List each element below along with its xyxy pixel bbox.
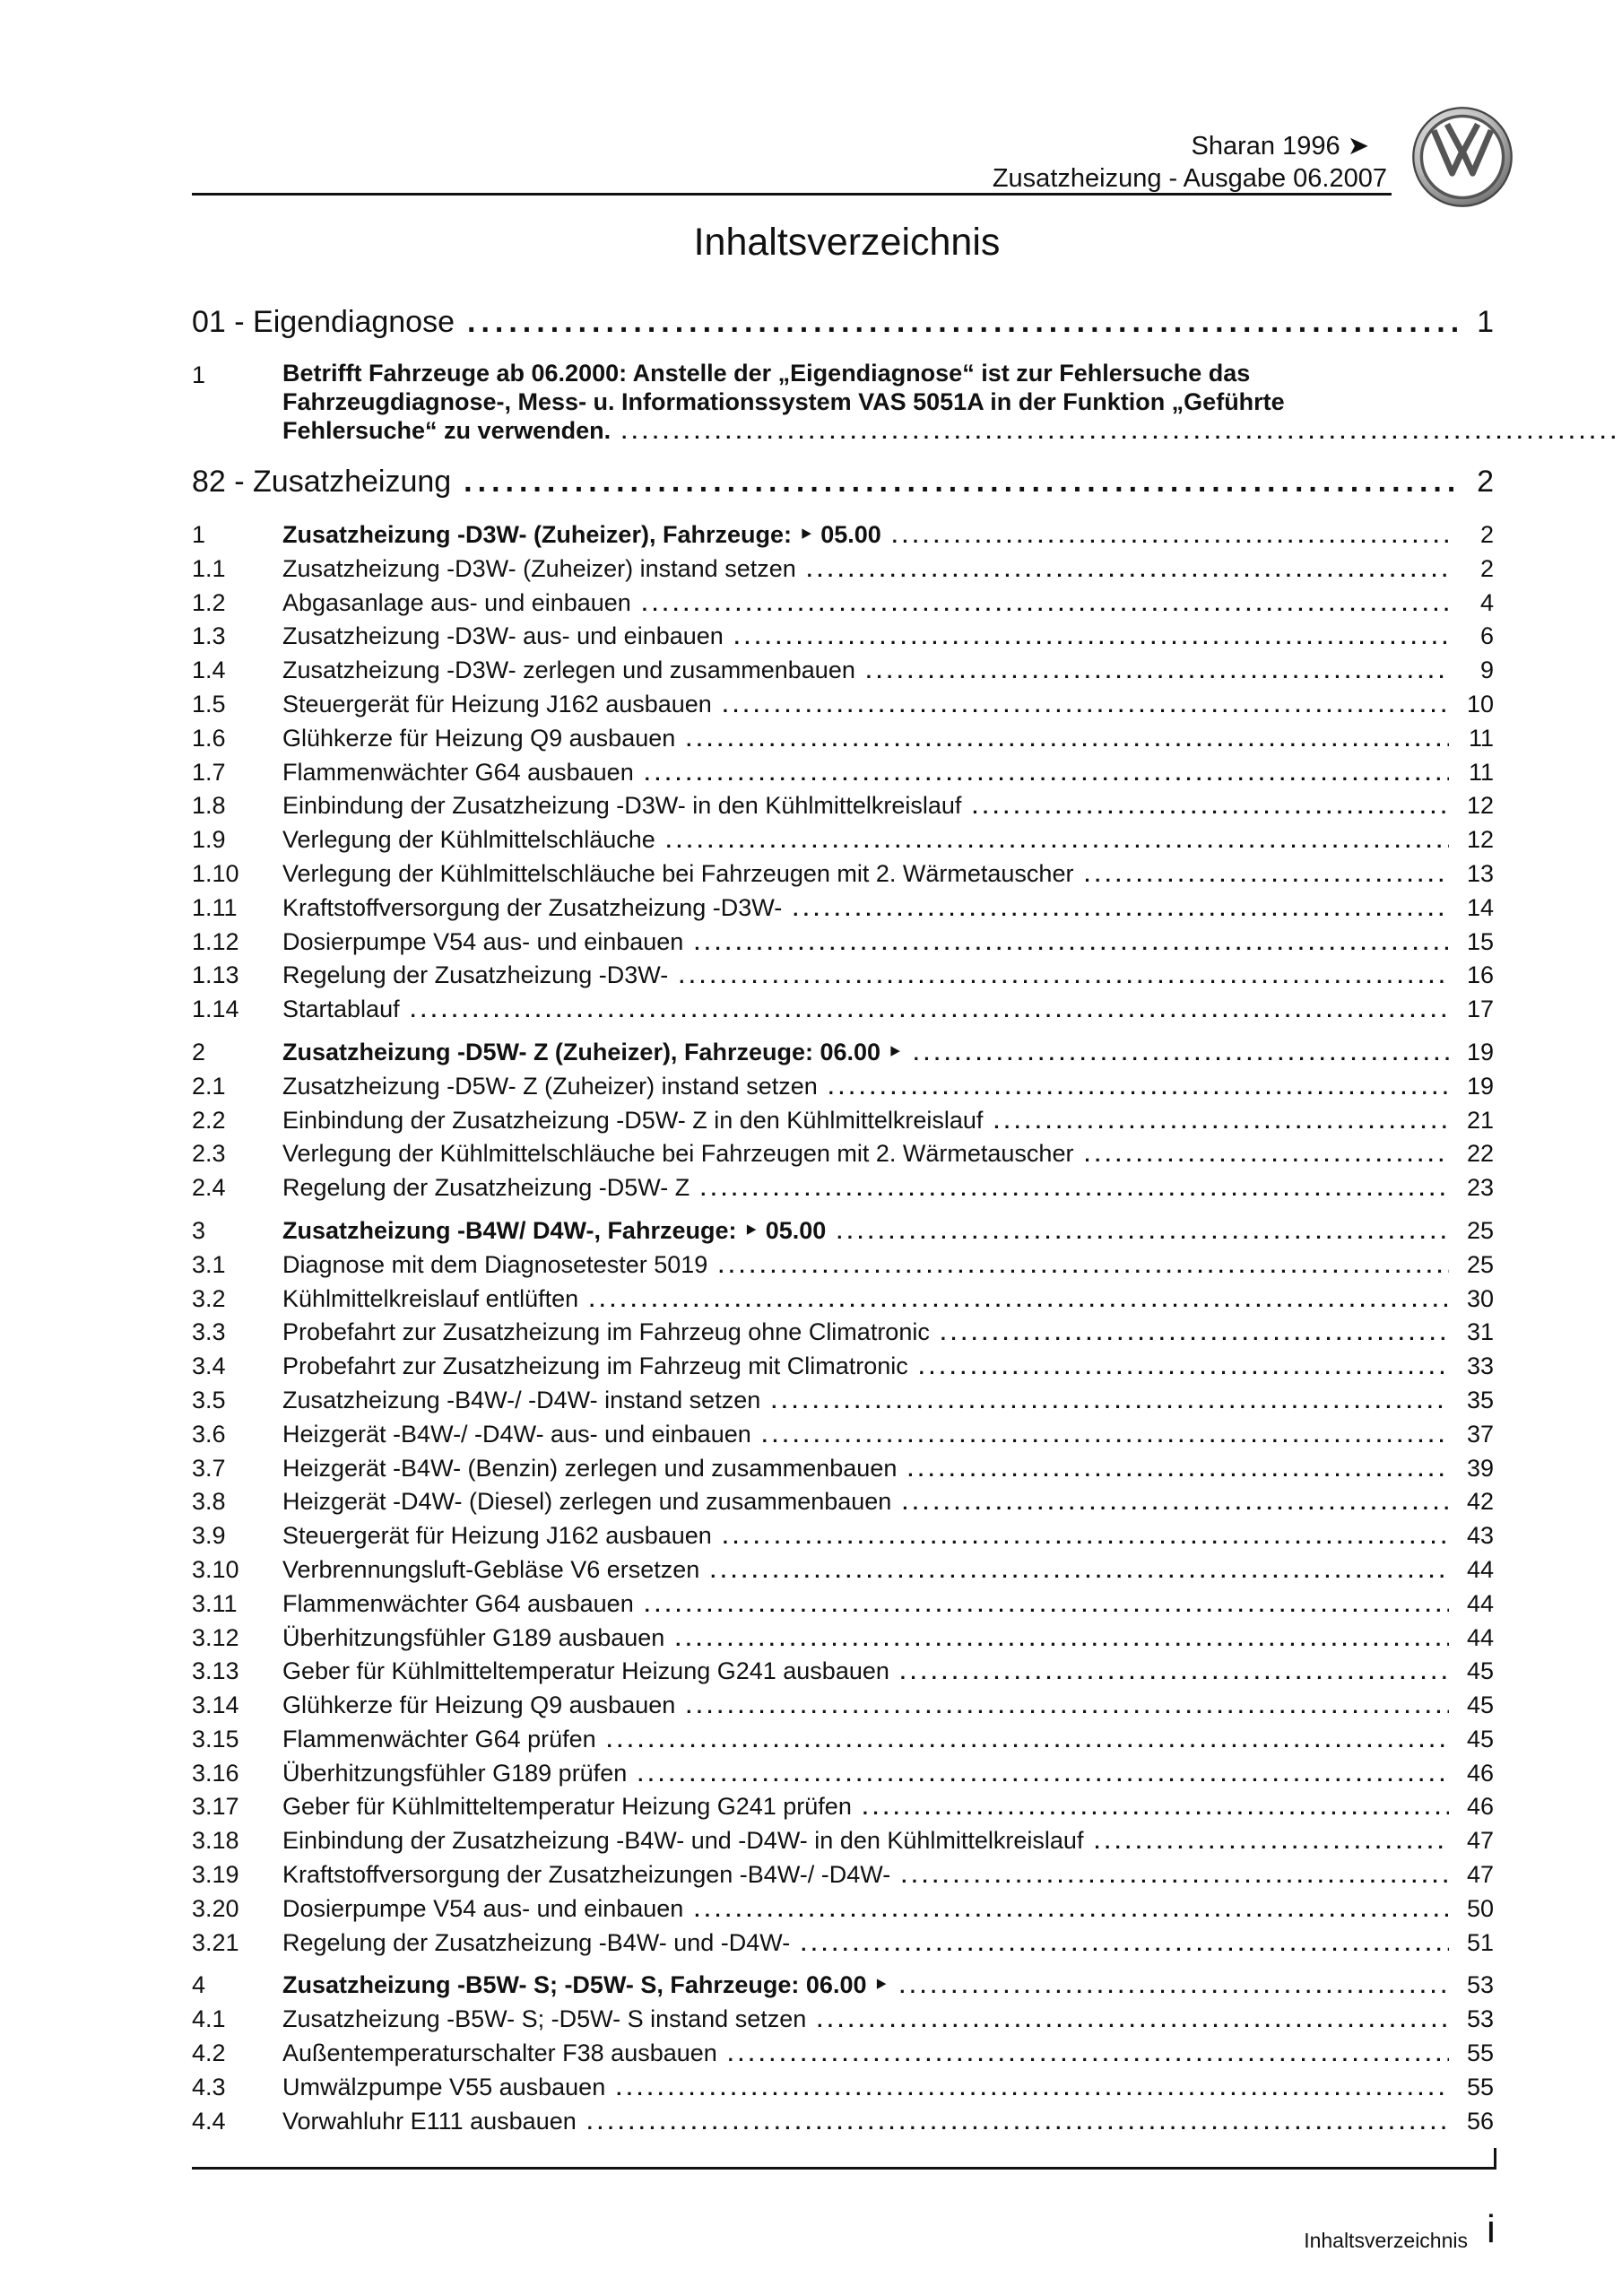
toc-entry[interactable]	[192, 789, 1494, 823]
toc-entry[interactable]	[192, 688, 1494, 722]
toc-entry[interactable]	[192, 1137, 1494, 1171]
toc-chapter-entry[interactable]	[192, 518, 1494, 552]
entry-page: 12	[1466, 826, 1494, 854]
entry-text-line: Fahrzeugdiagnose-, Mess- u. Informationssystem VAS 5051A in der Funktion „Geführte	[282, 388, 1285, 415]
entry-page: 35	[1466, 1386, 1494, 1413]
entry-title: Überhitzungsfühler G189 prüfen	[282, 1759, 628, 1787]
entry-page: 44	[1466, 1555, 1494, 1583]
toc-entry[interactable]	[192, 359, 1494, 445]
entry-number: 1.6	[192, 724, 226, 752]
entry-number: 3.10	[192, 1555, 239, 1583]
entry-title: Kühlmittelkreislauf entlüften	[282, 1284, 579, 1312]
dot-leader	[972, 790, 1449, 813]
entry-page: 25	[1466, 1250, 1494, 1278]
toc-chapter-entry[interactable]	[192, 1214, 1494, 1248]
entry-title: Umwälzpumpe V55 ausbauen	[282, 2073, 606, 2100]
entry-number: 4	[192, 1971, 206, 1999]
dot-leader	[464, 465, 1461, 501]
entry-title: Kraftstoffversorgung der Zusatzheizungen -B4W-/ -D4W-	[282, 1861, 891, 1889]
entry-page: 53	[1466, 1971, 1494, 1999]
entry-number: 1	[192, 521, 206, 548]
entry-title: Zusatzheizung -D5W- Z (Zuheizer) instand setzen	[282, 1072, 818, 1100]
toc-entry[interactable]	[192, 2105, 1494, 2139]
toc-entry[interactable]	[192, 1622, 1494, 1656]
entry-page: 11	[1468, 724, 1494, 752]
entry-title: Probefahrt zur Zusatzheizung im Fahrzeug ohne Climatronic	[282, 1318, 930, 1346]
entry-title: Zusatzheizung -D3W- zerlegen und zusammenbauen	[282, 657, 855, 684]
toc-entry[interactable]	[192, 1519, 1494, 1553]
entry-number: 1.5	[192, 690, 226, 718]
entry-page: 19	[1466, 1038, 1494, 1065]
entry-title: Vorwahluhr E111 ausbauen	[282, 2107, 577, 2135]
dot-leader	[771, 1385, 1449, 1408]
entry-number: 1.8	[192, 792, 226, 820]
entry-number: 3.4	[192, 1352, 226, 1380]
dot-leader	[993, 1105, 1449, 1128]
entry-number: 3.1	[192, 1250, 226, 1278]
toc-chapter-entry[interactable]	[192, 1969, 1494, 2003]
entry-title: Flammenwächter G64 ausbauen	[282, 758, 634, 786]
dot-leader	[638, 1758, 1449, 1781]
entry-number: 1	[192, 361, 206, 388]
dot-leader	[642, 587, 1449, 611]
toc-entry[interactable]	[192, 654, 1494, 688]
entry-title: Diagnose mit dem Diagnosetester 5019	[282, 1250, 708, 1278]
header-rule	[192, 193, 1392, 196]
entry-page: 37	[1466, 1420, 1494, 1448]
entry-number: 2.2	[192, 1106, 226, 1134]
dot-leader	[645, 757, 1449, 780]
dot-leader	[723, 1520, 1449, 1544]
entry-number: 1.14	[192, 996, 239, 1023]
dot-leader	[734, 621, 1449, 644]
toc-groups	[192, 518, 1494, 2138]
footer-page-number: i	[1487, 2207, 1496, 2251]
entry-page: 51	[1466, 1928, 1494, 1956]
toc-entry[interactable]	[192, 1926, 1494, 1961]
entry-page: 17	[1466, 996, 1494, 1023]
dot-leader	[907, 1453, 1449, 1476]
footer-label: Inhaltsverzeichnis	[1304, 2229, 1468, 2252]
entry-number: 3.21	[192, 1928, 239, 1956]
entry-title: Außentemperaturschalter F38 ausbauen	[282, 2039, 717, 2067]
entry-title: Verlegung der Kühlmittelschläuche bei Fahrzeugen mit 2. Wärmetauscher	[282, 859, 1074, 887]
entry-title: Steuergerät für Heizung J162 ausbauen	[282, 690, 712, 718]
entry-page: 50	[1466, 1894, 1494, 1922]
entry-number: 1.10	[192, 859, 239, 887]
entry-page: 21	[1466, 1106, 1494, 1134]
entry-page: 11	[1468, 758, 1494, 786]
entry-title: Heizgerät -D4W- (Diesel) zerlegen und zusammenbauen	[282, 1488, 892, 1516]
entry-page: 2	[1479, 554, 1494, 582]
toc-entry[interactable]	[192, 1587, 1494, 1622]
entry-title: Regelung der Zusatzheizung -D3W-	[282, 961, 669, 989]
dot-leader	[467, 305, 1461, 342]
entry-title: Startablauf	[282, 996, 400, 1023]
dot-leader	[686, 723, 1449, 746]
footer-rule-tick	[1494, 2148, 1496, 2170]
entry-title: Geber für Kühlmitteltemperatur Heizung G241 ausbauen	[282, 1657, 889, 1685]
dot-leader	[1094, 1825, 1449, 1848]
entry-number: 3.7	[192, 1454, 226, 1482]
entry-page: 10	[1466, 690, 1494, 718]
entry-number: 3.8	[192, 1488, 226, 1516]
entry-number: 1.13	[192, 961, 239, 989]
dot-leader	[902, 1486, 1449, 1509]
dot-leader	[892, 519, 1449, 543]
entry-number: 3.15	[192, 1725, 239, 1752]
entry-page: 39	[1466, 1454, 1494, 1482]
dot-leader	[807, 553, 1449, 577]
dot-leader	[616, 2072, 1449, 2095]
entry-page: 42	[1466, 1488, 1494, 1516]
dot-leader	[866, 655, 1449, 678]
entry-title: Flammenwächter G64 ausbauen	[282, 1589, 634, 1617]
dot-leader	[718, 1249, 1449, 1273]
toc-entry[interactable]	[192, 1418, 1494, 1452]
entry-title: Zusatzheizung -B5W- S; -D5W- S, Fahrzeuge: 06.00 ‣	[282, 1971, 889, 1999]
dot-leader	[694, 926, 1449, 950]
toc-entry[interactable]	[192, 1553, 1494, 1587]
dot-leader	[828, 1071, 1449, 1094]
entry-page: 14	[1466, 893, 1494, 921]
entry-number: 3.12	[192, 1623, 239, 1651]
dot-leader	[679, 960, 1449, 983]
dot-leader	[801, 1927, 1449, 1951]
entry-page: 53	[1466, 2005, 1494, 2033]
entry-number: 3.11	[192, 1589, 238, 1617]
entry-title: Abgasanlage aus- und einbauen	[282, 588, 631, 616]
entry-number: 1.11	[192, 893, 238, 921]
entry-title: Zusatzheizung -D3W- (Zuheizer) instand setzen	[282, 554, 796, 582]
dot-leader	[675, 1622, 1449, 1646]
entry-page: 46	[1466, 1759, 1494, 1787]
toc-entry[interactable]	[192, 1858, 1494, 1892]
entry-title: Zusatzheizung -D3W- aus- und einbauen	[282, 622, 724, 650]
toc-entry[interactable]	[192, 1350, 1494, 1384]
entry-title: Zusatzheizung -D3W- (Zuheizer), Fahrzeuge: ‣ 05.00	[282, 521, 881, 548]
toc-entry[interactable]	[192, 2003, 1494, 2037]
dot-leader	[694, 1893, 1449, 1917]
entry-number: 3.16	[192, 1759, 239, 1787]
dot-leader	[645, 1588, 1449, 1612]
toc-entry[interactable]	[192, 891, 1494, 926]
entry-page: 44	[1466, 1589, 1494, 1617]
entry-page: 43	[1466, 1522, 1494, 1550]
dot-leader	[723, 689, 1449, 712]
entry-page: 44	[1466, 1623, 1494, 1651]
toc-entry[interactable]	[192, 1824, 1494, 1858]
toc-entry[interactable]	[192, 1452, 1494, 1486]
entry-page: 6	[1479, 622, 1494, 650]
entry-title: Einbindung der Zusatzheizung -B4W- und -D4W- in den Kühlmittelkreislauf	[282, 1827, 1084, 1855]
dot-leader	[793, 892, 1449, 916]
dot-leader	[762, 1419, 1449, 1442]
entry-title: Geber für Kühlmitteltemperatur Heizung G241 prüfen	[282, 1793, 852, 1821]
dot-leader	[666, 824, 1449, 848]
dot-leader	[900, 1656, 1449, 1679]
dot-leader	[587, 2106, 1449, 2129]
entry-number: 2.3	[192, 1140, 226, 1168]
entry-number: 1.9	[192, 826, 226, 854]
entry-page: 4	[1479, 588, 1494, 616]
toc-entry[interactable]	[192, 1485, 1494, 1519]
section-page: 1	[1477, 305, 1494, 339]
toc-entry[interactable]	[192, 2037, 1494, 2071]
toc-entry[interactable]	[192, 1790, 1494, 1824]
toc-entry[interactable]	[192, 722, 1494, 756]
entry-number: 1.12	[192, 927, 239, 955]
vw-logo-icon	[1411, 106, 1514, 208]
entry-title: Glühkerze für Heizung Q9 ausbauen	[282, 1692, 676, 1719]
entry-number: 3.17	[192, 1793, 239, 1821]
section-page: 2	[1477, 465, 1494, 499]
toc-entry[interactable]	[192, 959, 1494, 993]
entry-title: Kraftstoffversorgung der Zusatzheizung -D3W-	[282, 893, 783, 921]
entry-page: 2	[1479, 521, 1494, 548]
header-subject: Zusatzheizung - Ausgabe 06.2007	[992, 164, 1387, 193]
toc-entry[interactable]	[192, 1316, 1494, 1350]
toc-entry[interactable]	[192, 756, 1494, 790]
entry-text-line: Betrifft Fahrzeuge ab 06.2000: Anstelle der „Eigendiagnose“ ist zur Fehlersuche das	[282, 360, 1251, 387]
toc-chapter-entry[interactable]	[192, 1036, 1494, 1070]
dot-leader	[621, 418, 1622, 441]
toc-entry[interactable]	[192, 1070, 1494, 1104]
toc-entry[interactable]	[192, 1892, 1494, 1926]
dot-leader	[411, 994, 1449, 1017]
toc-entry[interactable]	[192, 1723, 1494, 1757]
dot-leader	[899, 1970, 1449, 1993]
entry-page: 45	[1466, 1692, 1494, 1719]
entry-number: 4.3	[192, 2073, 226, 2100]
toc-entry[interactable]	[192, 620, 1494, 654]
entry-number: 3.6	[192, 1420, 226, 1448]
entry-page: 13	[1466, 859, 1494, 887]
entry-number: 3.14	[192, 1692, 239, 1719]
dot-leader	[837, 1215, 1449, 1239]
dot-leader	[901, 1859, 1449, 1883]
toc-entry[interactable]	[192, 857, 1494, 891]
entry-number: 3.13	[192, 1657, 239, 1685]
toc-entry[interactable]	[192, 993, 1494, 1027]
dot-leader	[914, 1037, 1449, 1060]
dot-leader	[1084, 858, 1449, 882]
dot-leader	[817, 2004, 1449, 2027]
dot-leader	[728, 2038, 1449, 2061]
entry-title: Dosierpumpe V54 aus- und einbauen	[282, 927, 684, 955]
footer-rule	[192, 2167, 1494, 2170]
entry-number: 3	[192, 1216, 206, 1244]
entry-title: Verbrennungsluft-Gebläse V6 ersetzen	[282, 1555, 700, 1583]
toc-entry[interactable]	[192, 823, 1494, 857]
toc-entry[interactable]	[192, 1757, 1494, 1791]
entry-number: 1.1	[192, 554, 226, 582]
entry-number: 3.5	[192, 1386, 226, 1413]
toc-section-heading[interactable]	[192, 305, 1494, 359]
entry-title: Zusatzheizung -D5W- Z (Zuheizer), Fahrzeuge: 06.00 ‣	[282, 1038, 903, 1065]
entry-title: Zusatzheizung -B5W- S; -D5W- S instand setzen	[282, 2005, 807, 2033]
toc-entry[interactable]	[192, 1655, 1494, 1689]
entry-title: Dosierpumpe V54 aus- und einbauen	[282, 1894, 684, 1922]
entry-number: 3.18	[192, 1827, 239, 1855]
entry-page: 19	[1466, 1072, 1494, 1100]
dot-leader	[686, 1690, 1449, 1713]
entry-title: Zusatzheizung -B4W-/ -D4W- instand setzen	[282, 1386, 761, 1413]
dot-leader	[589, 1283, 1449, 1307]
toc-entry[interactable]	[192, 1248, 1494, 1283]
dot-leader	[1084, 1138, 1449, 1161]
entry-number: 4.1	[192, 2005, 226, 2033]
entry-page: 12	[1466, 792, 1494, 820]
entry-title: Einbindung der Zusatzheizung -D3W- in den Kühlmittelkreislauf	[282, 792, 962, 820]
entry-title: Verlegung der Kühlmittelschläuche bei Fahrzeugen mit 2. Wärmetauscher	[282, 1140, 1074, 1168]
toc-section-heading[interactable]	[192, 465, 1494, 518]
entry-number: 2	[192, 1038, 206, 1065]
entry-page: 55	[1466, 2039, 1494, 2067]
dot-leader	[919, 1351, 1449, 1374]
entry-page: 33	[1466, 1352, 1494, 1380]
entry-number: 1.4	[192, 657, 226, 684]
entry-number: 2.1	[192, 1072, 226, 1100]
entry-page: 55	[1466, 2073, 1494, 2100]
entry-title: Glühkerze für Heizung Q9 ausbauen	[282, 724, 676, 752]
entry-page: 30	[1466, 1284, 1494, 1312]
entry-number: 3.9	[192, 1522, 226, 1550]
entry-text-line: Fehlersuche“ zu verwenden.	[282, 417, 612, 444]
entry-number: 3.19	[192, 1861, 239, 1889]
entry-page: 45	[1466, 1725, 1494, 1752]
dot-leader	[941, 1317, 1449, 1340]
entry-number: 4.2	[192, 2039, 226, 2067]
entry-page: 31	[1466, 1318, 1494, 1346]
entry-title: Heizgerät -B4W-/ -D4W- aus- und einbauen	[282, 1420, 751, 1448]
section-title: 82 - Zusatzheizung	[192, 465, 452, 499]
entry-title: Verlegung der Kühlmittelschläuche	[282, 826, 655, 854]
toc-entry[interactable]	[192, 2071, 1494, 2105]
toc-entry[interactable]	[192, 1104, 1494, 1138]
entry-number: 1.7	[192, 758, 226, 786]
entry-title: Einbindung der Zusatzheizung -D5W- Z in den Kühlmittelkreislauf	[282, 1106, 984, 1134]
entry-title: Zusatzheizung -B4W/ D4W-, Fahrzeuge: ‣ 05.00	[282, 1216, 827, 1244]
entry-page: 56	[1466, 2107, 1494, 2135]
entry-title: Heizgerät -B4W- (Benzin) zerlegen und zusammenbauen	[282, 1454, 898, 1482]
entry-page: 23	[1466, 1174, 1494, 1202]
entry-page: 9	[1479, 657, 1494, 684]
toc-entry[interactable]	[192, 587, 1494, 621]
entry-number: 4.4	[192, 2107, 226, 2135]
toc-entry[interactable]	[192, 552, 1494, 587]
entry-page: 47	[1466, 1861, 1494, 1889]
toc-entry[interactable]	[192, 1384, 1494, 1418]
toc-entry[interactable]	[192, 1171, 1494, 1205]
toc-entry[interactable]	[192, 1689, 1494, 1723]
page-title: Inhaltsverzeichnis	[693, 221, 1001, 264]
entry-number: 2.4	[192, 1174, 226, 1202]
entry-page: 47	[1466, 1827, 1494, 1855]
table-of-contents	[192, 305, 1494, 2138]
entry-number: 1.2	[192, 588, 226, 616]
toc-entry[interactable]	[192, 1283, 1494, 1317]
dot-leader	[607, 1724, 1449, 1747]
entry-title: Regelung der Zusatzheizung -B4W- und -D4W-	[282, 1928, 791, 1956]
entry-page: 25	[1466, 1216, 1494, 1244]
dot-leader	[863, 1791, 1449, 1814]
entry-title: Flammenwächter G64 prüfen	[282, 1725, 596, 1752]
header-model: Sharan 1996 ➤	[1191, 132, 1369, 161]
dot-leader	[710, 1554, 1449, 1578]
entry-title: Überhitzungsfühler G189 ausbauen	[282, 1623, 665, 1651]
entry-title: Regelung der Zusatzheizung -D5W- Z	[282, 1174, 690, 1202]
entry-number: 3.3	[192, 1318, 226, 1346]
entry-number: 3.2	[192, 1284, 226, 1312]
dot-leader	[700, 1172, 1449, 1196]
entry-page: 22	[1466, 1140, 1494, 1168]
entry-number: 1.3	[192, 622, 226, 650]
section-title: 01 - Eigendiagnose	[192, 305, 455, 339]
toc-entry[interactable]	[192, 926, 1494, 960]
entry-number: 3.20	[192, 1894, 239, 1922]
entry-page: 16	[1466, 961, 1494, 989]
entry-title: Probefahrt zur Zusatzheizung im Fahrzeug mit Climatronic	[282, 1352, 908, 1380]
entry-title: Steuergerät für Heizung J162 ausbauen	[282, 1522, 712, 1550]
entry-page: 15	[1466, 927, 1494, 955]
entry-page: 45	[1466, 1657, 1494, 1685]
entry-page: 46	[1466, 1793, 1494, 1821]
